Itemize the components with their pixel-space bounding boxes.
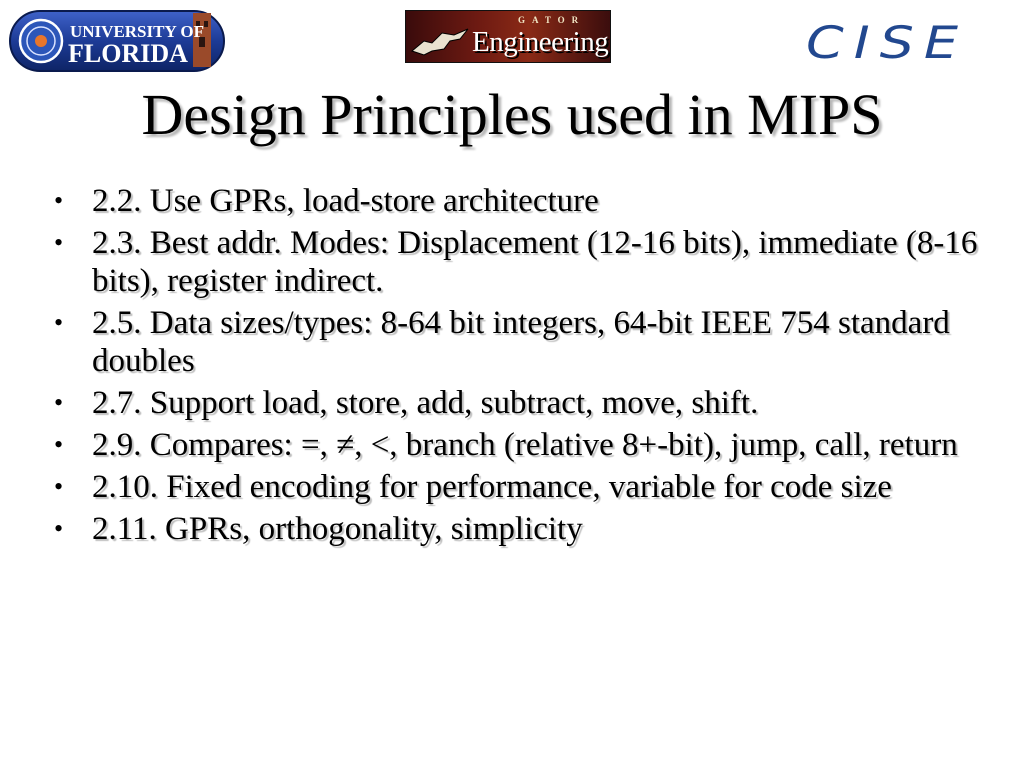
- gator-engineering-logo: [405, 10, 611, 63]
- bullet-text: 2.3. Best addr. Modes: Displacement (12-16 bits), immediate (8-16 bits), register indirect.: [92, 225, 978, 299]
- uf-logo-line2: FLORIDA: [68, 39, 188, 68]
- bullet-item: [54, 224, 984, 300]
- bullet-text: 2.7. Support load, store, add, subtract, move, shift.: [92, 385, 759, 421]
- bullet-text: 2.11. GPRs, orthogonality, simplicity: [92, 511, 583, 547]
- bullet-text: 2.10. Fixed encoding for performance, variable for code size: [92, 469, 892, 505]
- bullet-dot-icon: •: [54, 430, 64, 459]
- cise-logo-text: CISE: [806, 16, 969, 69]
- gator-icon: [410, 25, 470, 59]
- bullet-dot-icon: •: [54, 388, 64, 417]
- bullet-item: [54, 510, 984, 548]
- slide-title: Design Principles used in MIPS: [141, 82, 883, 147]
- uf-logo-line1: UNIVERSITY OF: [70, 22, 204, 41]
- bullet-text: 2.9. Compares: =, ≠, <, branch (relative 8+-bit), jump, call, return: [92, 427, 958, 463]
- bullet-text: 2.5. Data sizes/types: 8-64 bit integers, 64-bit IEEE 754 standard doubles: [92, 305, 950, 379]
- bullet-list: [54, 182, 984, 552]
- bullet-item: [54, 426, 984, 464]
- bullet-item: [54, 468, 984, 506]
- bullet-dot-icon: •: [54, 186, 64, 215]
- bullet-dot-icon: •: [54, 472, 64, 501]
- bullet-item: [54, 384, 984, 422]
- bullet-dot-icon: •: [54, 228, 64, 257]
- bullet-text: 2.2. Use GPRs, load-store architecture: [92, 183, 599, 219]
- cise-logo: [806, 12, 1016, 74]
- bullet-item: [54, 304, 984, 380]
- bullet-dot-icon: •: [54, 514, 64, 543]
- bullet-item: [54, 182, 984, 220]
- gator-logo-small-text: GATOR: [518, 15, 586, 25]
- bullet-dot-icon: •: [54, 308, 64, 337]
- university-of-florida-logo: [8, 7, 226, 75]
- gator-logo-engineering-text: Engineering: [472, 26, 609, 58]
